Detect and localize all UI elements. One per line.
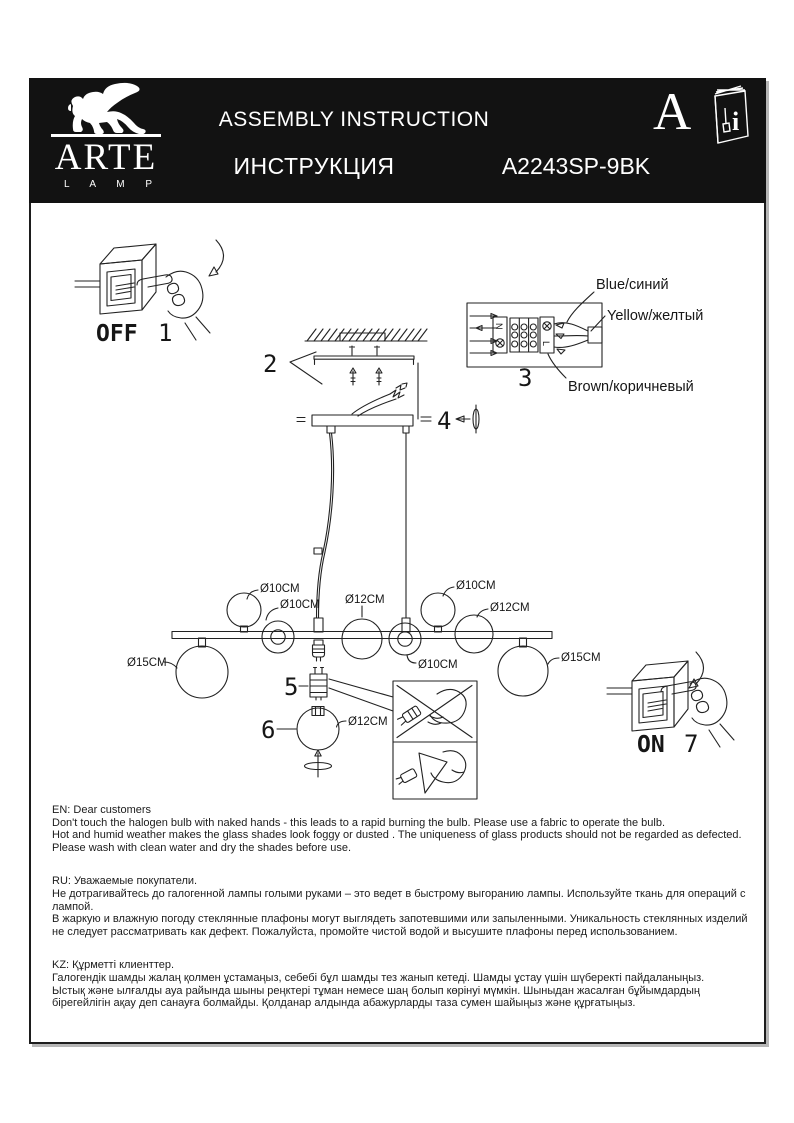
cable-gland-left: [327, 426, 335, 433]
attached-g9-bulb: [313, 640, 325, 661]
bulb-warning-leaders: [329, 679, 393, 711]
hand-icon: [137, 271, 210, 340]
terminal-block-screws: [512, 324, 537, 347]
globe-12-right: [455, 615, 493, 653]
rod-joint: [403, 426, 409, 433]
off-label: OFF: [96, 321, 138, 347]
no-touch-art: [397, 686, 472, 738]
bare-wire-ends: [390, 383, 407, 398]
mounting-bar-ends: [315, 360, 414, 365]
shade-globe: [297, 708, 339, 750]
lamp-bar: [172, 632, 552, 639]
document-title-ru: ИНСТРУКЦИЯ: [233, 153, 395, 179]
use-cloth-art: [396, 751, 466, 793]
g9-bulb-diagram: [284, 668, 393, 712]
rotate-indicator: [305, 750, 332, 777]
booklet-i-glyph: i: [732, 107, 740, 136]
yellow-leader: [591, 316, 605, 331]
ceiling-hatch: [305, 329, 427, 341]
corner-letter: A: [653, 83, 692, 141]
right-dashes: [421, 417, 431, 421]
left-dashes: [297, 418, 305, 422]
disc-10-left: [262, 621, 294, 653]
step-1-number: 1: [158, 319, 173, 347]
on-label: ON: [637, 732, 665, 758]
screws-lower: [350, 368, 382, 385]
screw-side-icon: [473, 405, 479, 433]
note-en-heading: EN: Dear customers: [52, 804, 152, 816]
dim-center: Ø12CM: [345, 594, 385, 606]
note-ru-heading: RU: Уважаемые покупатели.: [52, 875, 198, 888]
dim-right: Ø12CM: [490, 602, 530, 614]
brand-name: ARTE: [54, 137, 158, 178]
note-en: [52, 804, 752, 854]
canopy-wires: [352, 394, 396, 416]
screws-upper: [350, 346, 380, 355]
note-ru: [52, 875, 752, 938]
document-title-en: ASSEMBLY INSTRUCTION: [218, 108, 490, 131]
note-ru-p2: В жаркую и влажную погоду стеклянные плафоны могут выглядеть запотевшими или запыленными. Уникальность стеклянных изделий не следует рассматривать как дефект. Пожалуйста, промойте чистой водой и высушите плафоны перед использованием.: [52, 913, 748, 938]
blue-leader: [567, 292, 594, 322]
mounting-bar: [314, 356, 414, 359]
model-number: A2243SP-9BK: [501, 153, 651, 179]
step-6-number: 6: [261, 716, 276, 744]
leader-disc-right: [407, 655, 416, 663]
globe-15-left: [176, 646, 228, 698]
on-switch-illustration: [607, 652, 734, 758]
mounting-bracket-diagram: [263, 329, 427, 385]
leader-disc-left: [266, 608, 278, 620]
note-ru-p1: Не дотрагивайтесь до галогенной лампы голыми руками – это ведет в быстрому выгоранию лампы. Используйте ткань для операций с лампой.: [52, 887, 746, 913]
glass-shade-diagram: [261, 707, 388, 778]
off-switch-illustration: [75, 240, 224, 347]
dim-bottom-left: Ø15CM: [127, 657, 167, 669]
socket-right: [402, 618, 410, 632]
brand-subtitle: L A M P: [63, 179, 162, 190]
brown-leader: [548, 354, 566, 378]
dim-disc-left: Ø10CM: [280, 599, 320, 611]
wall-switch-icon-on: [632, 661, 688, 731]
swing-arrow-icon: [209, 240, 224, 276]
note-en-p1: Don't touch the halogen bulb with naked hands - this leads to a rapid burning the bulb. Please use a fabric to operate the bulb.: [52, 816, 666, 829]
wall-wire-line-on: [607, 688, 632, 694]
wire-label-brown: Brown/коричневый: [568, 379, 694, 395]
wiring-box: [467, 303, 602, 367]
note-kz-heading: KZ: Құрметті клиенттер.: [52, 959, 175, 972]
canopy: [312, 415, 413, 426]
dim-shade: Ø12CM: [348, 716, 388, 728]
globe-15-right: [498, 646, 548, 696]
step-5-number: 5: [284, 673, 299, 701]
step-4-number: 4: [437, 407, 452, 435]
step-3-number: 3: [518, 364, 533, 392]
pendant-lamp-diagram: [127, 426, 601, 698]
terminal-letter-n: N: [494, 323, 504, 330]
note-kz: [52, 959, 752, 1009]
wire-label-yellow: Yellow/желтый: [607, 308, 704, 324]
lamp-wires: [554, 323, 588, 354]
dim-disc-right: Ø10CM: [418, 659, 458, 671]
socket-left: [314, 618, 323, 632]
wire-label-blue: Blue/синий: [596, 277, 669, 293]
wire-sleeve: [588, 327, 602, 343]
step-7-number: 7: [684, 730, 699, 758]
bulb-warning-box: [393, 681, 477, 799]
terminal-plate-right: [540, 317, 554, 353]
canopy-diagram: [297, 363, 479, 435]
note-kz-p2: Ыстық және ылғалды ауа райында шыны реңктері тұман немесе шаң болып көрінуі мүмкін. Шыныдан жасалған бұйымдардың бірегейлігін ақау деп санауға болмайды. Қолданар алдында абажурларды таза сумен шайыңыз және құрғатыңыз.: [52, 984, 700, 1010]
dim-top-left: Ø10CM: [260, 583, 300, 595]
cable-connector: [314, 548, 322, 554]
step-2-number: 2: [263, 350, 278, 378]
wall-switch-icon: [100, 244, 156, 314]
note-kz-p1: Галогендік шамды жалаң қолмен ұстамаңыз, себебі бұл шамды тез жанып кетеді. Шамды ұстау үшін шүберекті пайдаланыңыз.: [52, 971, 705, 984]
wall-wire-line: [75, 281, 100, 287]
dim-top-right: Ø10CM: [456, 580, 496, 592]
step-2-pointer: [290, 352, 322, 384]
terminal-letter-l: L: [541, 341, 551, 347]
wiring-diagram: [467, 277, 703, 395]
customer-notes: [52, 804, 752, 1031]
dim-bottom-right: Ø15CM: [561, 652, 601, 664]
leader-bottom-right: [548, 658, 559, 664]
globe-10-top-left: [227, 593, 261, 627]
note-en-p2: Hot and humid weather makes the glass shades look foggy or dusted . The uniqueness of glass products should not be regarded as defected. Please wash with clean water and dry the shades before use.: [52, 829, 742, 854]
globe-10-top-right: [421, 593, 455, 627]
